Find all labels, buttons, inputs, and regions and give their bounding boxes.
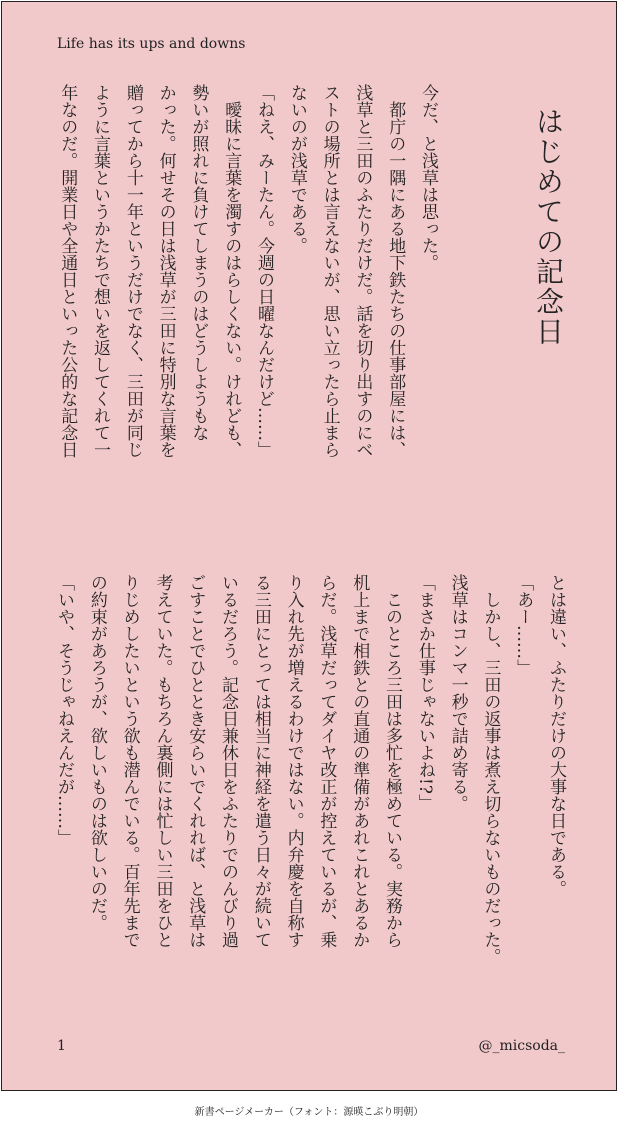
text-line: 机上まで相鉄との直通の準備があれこれとあるか	[349, 574, 370, 948]
text-line: かった。何せその日は浅草が三田に特別な言葉を	[155, 84, 176, 458]
text-line: いるだろう。記念日兼休日をふたりでのんびり過	[218, 574, 239, 948]
text-line: 浅草はコンマ一秒で詰め寄る。	[447, 574, 468, 812]
book-page	[1, 1, 617, 1091]
text-line: らだ。浅草だってダイヤ改正が控えているが、乗	[316, 574, 337, 948]
text-line: 曖昧に言葉を濁すのはらしくない。けれども、	[221, 84, 242, 458]
text-line: ように言葉というかたちで想いを返してくれて一	[90, 84, 111, 458]
text-line: ごすことでひととき安らいでくれれば、と浅草は	[185, 574, 206, 948]
text-line: 年なのだ。開業日や全通日といった公的な記念日	[57, 84, 78, 458]
text-line: このところ三田は多忙を極めている。実務から	[382, 574, 403, 948]
text-line: る三田にとっては相当に神経を遣う日々が続いて	[250, 574, 271, 948]
text-line: とは違い、ふたりだけの大事な日である。	[546, 574, 566, 897]
text-block-bottom	[47, 574, 572, 1014]
page-number: 1	[57, 1038, 66, 1054]
author-handle: @_micsoda_	[478, 1038, 565, 1054]
text-line: 「まさか仕事じゃないよね!?」	[414, 574, 435, 811]
text-line: 贈ってから十一年というだけでなく、三田が同じ	[122, 84, 143, 458]
text-line: 勢いが照れに負けてしまうのはどうしようもな	[188, 84, 209, 441]
text-line: 都庁の一隅にある地下鉄たちの仕事部屋には、	[385, 84, 406, 458]
text-line: 「いや、そうじゃねえんだが……」	[54, 574, 75, 846]
text-line: り入れ先が増えるわけではない。内弁慶を自称す	[283, 574, 304, 948]
text-line: りじめしたいという欲も潜んでいる。百年先まで	[119, 574, 140, 948]
text-line: 考えていた。もちろん裏側には忙しい三田をひと	[152, 574, 173, 948]
text-line: ストの場所とは言えないが、思い立ったら止まら	[319, 84, 340, 458]
text-line: ないのが浅草である。	[286, 84, 307, 254]
text-line: 「あー……」	[513, 574, 534, 676]
text-line: しかし、三田の返事は煮え切らないものだった。	[480, 574, 501, 965]
text-line: 「ねえ、みーたん。今週の日曜なんだけど……」	[254, 84, 275, 458]
text-line: 今だ、と浅草は思った。	[418, 84, 438, 271]
text-line: 浅草と三田のふたりだけだ。話を切り出すのにベ	[352, 84, 373, 458]
story-title: はじめての記念日	[532, 107, 565, 347]
running-header: Life has its ups and downs	[57, 36, 246, 52]
text-block-top	[50, 84, 444, 524]
text-line: の約束があろうが、欲しいものは欲しいのだ。	[86, 574, 107, 931]
generator-credit: 新書ページメーカー（フォント：源暎こぶり明朝）	[194, 1107, 424, 1118]
